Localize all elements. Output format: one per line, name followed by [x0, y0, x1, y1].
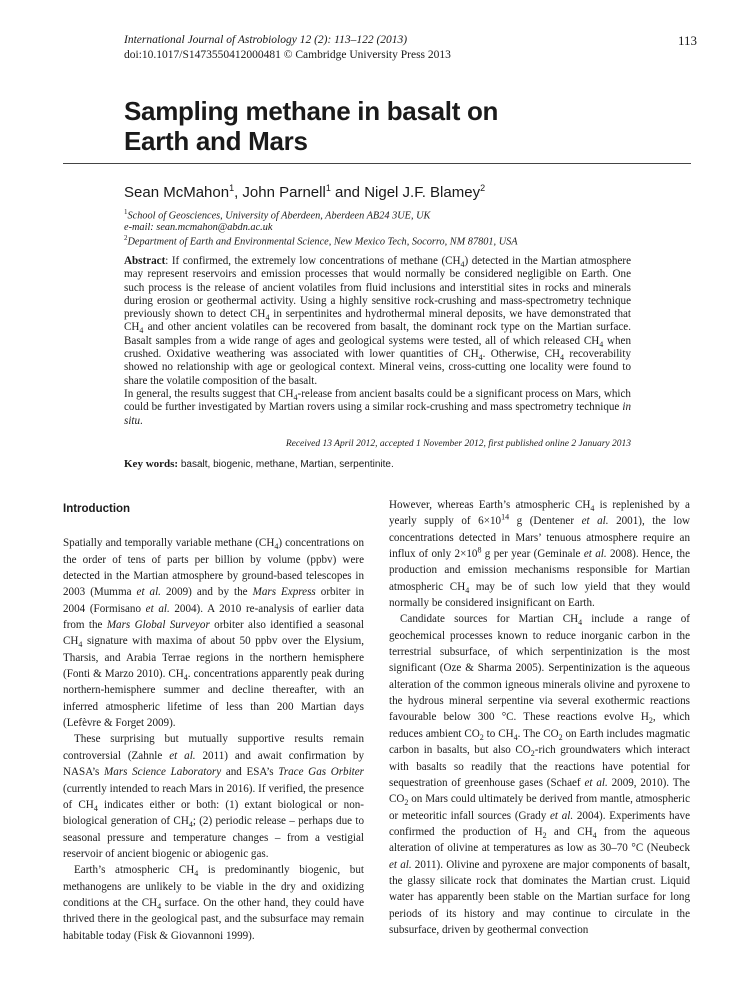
text-run: when crushed. Oxidative weathering was associated with lower quantities of CH	[124, 334, 631, 361]
body-paragraph	[63, 731, 364, 862]
subscript: 4	[465, 585, 470, 595]
text-run: recoverability showed no relationship with age or geological context. Mineral veins, cross-cutting one locality were found to share the volatile composition of the basalt.	[124, 348, 631, 387]
doi-line: doi:10.1017/S1473550412000481 © Cambridge University Press 2013	[124, 49, 451, 61]
text-run: et al.	[584, 776, 608, 789]
text-run: 2004). Experiments have confirmed the production of H	[389, 809, 690, 838]
subscript: 2	[479, 733, 484, 743]
text-run: . Otherwise, CH	[482, 348, 560, 361]
text-run: Candidate sources for Martian CH	[400, 613, 579, 626]
text-run: g (Dentener	[509, 515, 582, 528]
text-run: (currently intended to reach Mars in 2016). If verified, the presence of CH	[63, 782, 364, 811]
abstract-paragraph-2	[124, 388, 631, 428]
title-divider	[63, 163, 691, 164]
text-run: 2011). Olivine and pyroxene are major components of basalt, the glassy silicate rock that dominates the Martian crust. Liquid water has apparently been stable on the Martian surface for long periods of its history and may continue to circulate in the subsurface, driven by geothermal convection	[389, 858, 690, 936]
text-run: Earth’s atmospheric CH	[74, 864, 195, 877]
subscript: 4	[460, 260, 465, 270]
text-run: -release from ancient basalts could be a significant process on Mars, which could be further investigated by Martian rovers using a similar rock-crushing and mass spectrometry technique	[124, 387, 631, 414]
subscript: 4	[139, 326, 144, 336]
subscript: 4	[93, 804, 98, 814]
affiliation-2: $^2$Department of Earth and Environmental Science, New Mexico Tech, Socorro, NM 87801, USA	[124, 233, 518, 248]
page-number: 113	[677, 33, 697, 48]
subscript: 4	[78, 640, 83, 650]
abstract	[124, 255, 631, 428]
title-line-1: Sampling methane in basalt on	[124, 96, 499, 126]
text-run: . The CO	[517, 727, 559, 740]
text-run: to CH	[483, 727, 514, 740]
body-paragraph	[389, 497, 690, 611]
subscript: 4	[157, 902, 162, 912]
text-run: 2008). Hence, the production and emission mechanisms responsible for Martian atmospheric CH	[389, 548, 690, 593]
title-line-2: Earth and Mars	[124, 126, 308, 156]
subscript: 2	[404, 798, 409, 808]
subscript: 4	[188, 820, 193, 830]
author-affiliation-mark: 1	[325, 183, 331, 193]
article-title	[124, 96, 498, 156]
body-paragraph	[389, 611, 690, 938]
text-run: However, whereas Earth’s atmospheric CH	[389, 499, 591, 511]
text-run: et al.	[169, 749, 196, 762]
text-run: in situ	[124, 401, 631, 427]
abstract-label: Abstract	[124, 255, 166, 267]
text-run: 2009, 2010). The CO	[389, 776, 690, 806]
body-column-right	[389, 497, 690, 938]
author-name: Sean McMahon	[124, 184, 230, 201]
author-separator: and	[330, 184, 365, 201]
subscript: 4	[265, 313, 270, 323]
text-run: include a range of geochemical processes known to reduce inorganic carbon in the terrestrial subsurface, of which serpentinization is the most significant (Oze & Sharma 2005). Serpentinization is the aqueous alteration of the common igneous minerals olivine and pyroxene to the hydrous mineral serpentine via several exothermic reactions favourable below 300 °C. These reactions evolve H	[389, 613, 690, 724]
subscript: 4	[559, 353, 564, 363]
text-run: , which reduces ambient CO	[389, 711, 690, 740]
subscript: 4	[274, 542, 279, 552]
subscript: 2	[542, 831, 547, 841]
text-run: Mars Global Surveyor	[106, 619, 210, 632]
text-run: 2004). A 2010 re-analysis of earlier data from the	[63, 602, 365, 632]
text-run: Mars Express	[252, 586, 316, 599]
author-email: e-mail: sean.mcmahon@abdn.ac.uk	[124, 221, 273, 233]
author-affiliation-mark: 2	[480, 183, 486, 193]
subscript: 4	[194, 869, 199, 879]
subscript: 4	[592, 831, 597, 841]
affiliation-1: $^1$School of Geosciences, University of Aberdeen, Aberdeen AB24 3UE, UK	[124, 208, 431, 222]
subscript: 4	[590, 504, 595, 514]
text-run: and CH	[546, 825, 593, 838]
text-run: Mars Science Laboratory	[104, 766, 222, 779]
text-run: Spatially and temporally variable methane (CH	[63, 537, 275, 550]
subscript: 4	[578, 618, 583, 628]
text-run: signature with maxima of about 50 ppbv over the Elysium, Tharsis, and Arabia Terrae regions in the northern hemisphere (Fonti & Marzo 2010). CH	[63, 635, 364, 681]
author-separator: ,	[234, 184, 243, 201]
text-run: ) concentrations on the order of tens of parts per billion by volume (ppbv) were detected in the Martian atmosphere by ground-based telescopes in 2003 (Mumma	[63, 537, 364, 599]
text-run: et al.	[145, 602, 170, 615]
subscript: 2	[558, 733, 563, 743]
text-run: In general, the results suggest that CH	[124, 387, 294, 400]
text-run: in serpentinites and hydrothermal mineral deposits, we have demonstrated that CH	[124, 308, 632, 334]
subscript: 4	[478, 353, 483, 363]
subscript: 2	[648, 716, 653, 726]
text-run: These surprising but mutually supportive results remain controversial (Zahnle	[63, 733, 364, 762]
text-run: ; (2) periodic release – perhaps due to seasonal pressure and temperature changes – from a vestigial reservoir of ancient biogenic or abiogenic gas.	[63, 815, 364, 860]
text-run: et al.	[581, 515, 609, 528]
superscript: 14	[501, 512, 510, 522]
subscript: 2	[530, 749, 535, 759]
text-run: orbiter in 2004 (Formisano	[63, 586, 364, 615]
text-run: -rich groundwaters which interact with basalts so readily that the reactions have potential for sequestration of greenhouse gases (Schaef	[389, 744, 690, 789]
subscript: 4	[183, 673, 188, 683]
body-paragraph	[63, 862, 364, 944]
text-run: .	[140, 414, 143, 427]
text-run: . concentrations apparently peak during northern-hemisphere summer and decline thereafter, with an inferred atmospheric lifetime of less than 200 Martian days (Lefèvre & Forget 2009).	[63, 668, 364, 730]
text-run: et al.	[136, 586, 161, 599]
body-paragraph	[63, 535, 364, 731]
text-run: 2011) and await confirmation by NASA’s	[63, 749, 364, 779]
author-affiliation-mark: 1	[229, 183, 235, 193]
abstract-paragraph-1	[124, 255, 631, 388]
journal-citation: International Journal of Astrobiology 12 (2): 113–122 (2013)	[124, 34, 408, 46]
body-column-left	[63, 497, 364, 944]
text-run: et al.	[549, 809, 574, 822]
affiliations	[124, 207, 518, 247]
subscript: 4	[293, 393, 298, 403]
text-run: indicates either or both: (1) extant biological or non-biological generation of CH	[63, 798, 365, 828]
running-header	[124, 33, 451, 63]
subscript: 4	[599, 340, 604, 349]
keywords-label: Key words:	[124, 458, 179, 470]
received-dates: Received 13 April 2012, accepted 1 November 2012, first published online 2 January 2013	[285, 439, 631, 449]
text-run: is replenished by a yearly supply of 6×10	[389, 499, 690, 528]
text-run: may be of such low yield that they would normally be considered insignificant on Earth.	[389, 580, 691, 610]
text-run: and other ancient volatiles can be recovered from basalt, the dominant rock type on the Martian surface. Basalt samples from a wide range of ages and geological systems were tested, all of which released CH	[124, 321, 631, 347]
text-run: ) detected in the Martian atmosphere may represent reservoirs and emission processes that would normally be considered negligible on Earth. One such process is the release of ancient volatiles from fluid inclusions and interstitial sites in rocks and minerals during erosion or geothermal activity. Using a highly sensitive rock-crushing and mass-spectrometry technique previously shown to detect CH	[124, 255, 631, 321]
author-name: John Parnell	[242, 184, 326, 201]
keywords-value: basalt, biogenic, methane, Martian, serpentinite.	[180, 459, 394, 470]
subscript: 4	[513, 733, 518, 743]
text-run: g per year (Geminale	[481, 548, 584, 561]
text-run: 2001), the low concentrations detected in Mars’ tenuous atmosphere require an influx of only 2×10	[389, 515, 690, 561]
text-run: et al.	[389, 858, 412, 871]
text-run: on Mars could ultimately be derived from mantle, atmospheric or meteoritic infall sources (Grady	[389, 793, 690, 822]
text-run: and ESA’s	[221, 766, 279, 779]
text-run: et al.	[583, 548, 607, 561]
text-run: is predominantly biogenic, but methanogens are unlikely to be viable in the dry and oxidizing conditions at the CH	[63, 864, 364, 909]
author-list	[124, 179, 485, 202]
section-heading-introduction: Introduction	[63, 503, 131, 515]
text-run: surface. On the other hand, they could have thrived there in the geological past, and the subsurface may remain habitable today (Fisk & Giovannoni 1999).	[63, 896, 364, 942]
superscript: 8	[477, 545, 482, 555]
text-run: Trace Gas Orbiter	[278, 766, 364, 779]
text-run: on Earth includes magmatic carbon in basalts, but also CO	[389, 727, 690, 757]
text-run: from the aqueous alteration of olivine at temperatures as low as 30–70 °C (Neubeck	[389, 825, 690, 855]
author-name: Nigel J.F. Blamey	[364, 184, 481, 201]
text-run: : If confirmed, the extremely low concentrations of methane (CH	[165, 255, 461, 267]
keywords	[124, 458, 394, 470]
text-run: orbiter also identified a seasonal CH	[63, 619, 364, 648]
text-run: 2009) and by the	[160, 586, 253, 599]
